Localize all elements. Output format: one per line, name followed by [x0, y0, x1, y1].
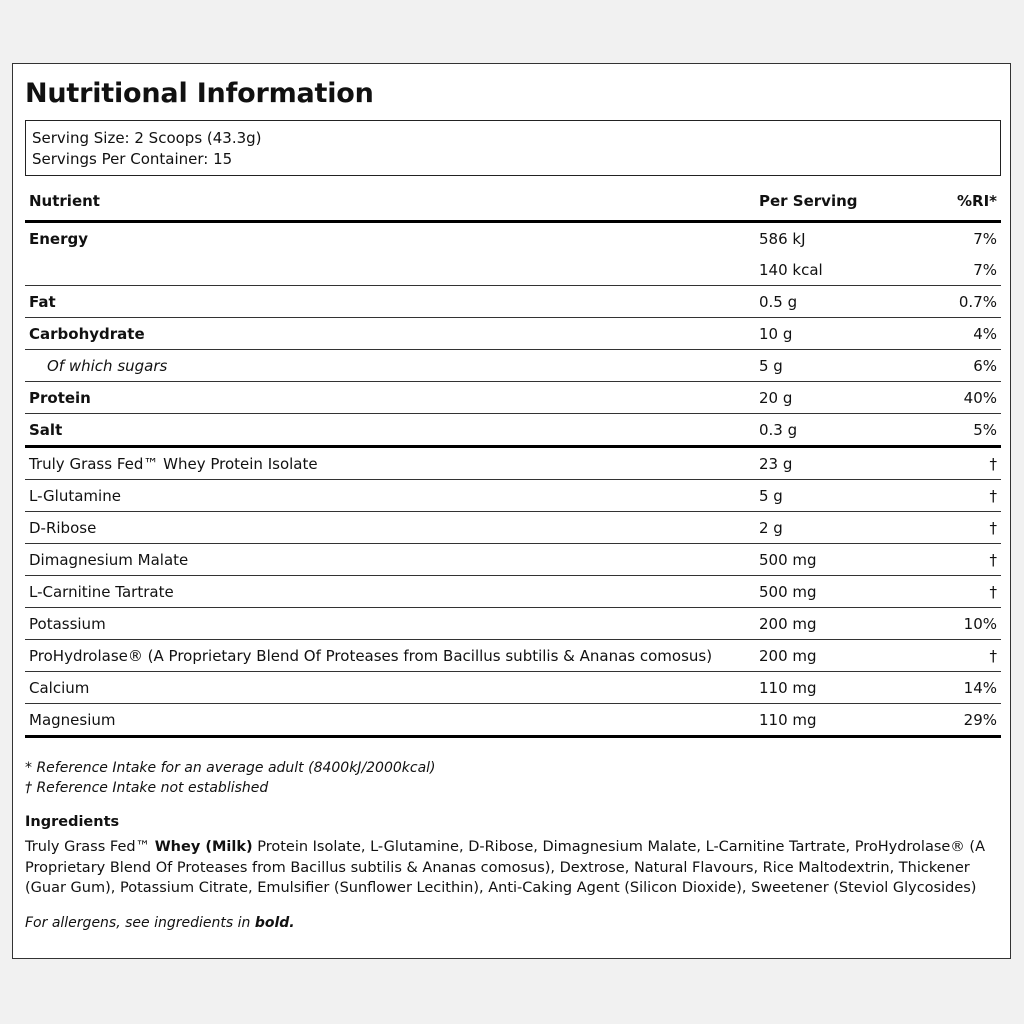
per-serving-value: 140 kcal — [759, 260, 823, 279]
allergen-note — [25, 915, 295, 931]
ingredients-allergen: Whey (Milk) — [154, 839, 253, 855]
ingredients-text — [25, 837, 1001, 899]
nutrient-name: Calcium — [29, 678, 90, 697]
nutrient-name: Of which sugars — [47, 356, 168, 375]
ingredients-heading: Ingredients — [25, 814, 120, 830]
header-ri: %RI* — [956, 192, 997, 210]
table-row — [25, 447, 1001, 480]
servings-per-container: Servings Per Container: 15 — [32, 150, 233, 168]
nutrient-name: Energy — [29, 229, 89, 248]
nutrition-table — [25, 182, 1001, 738]
table-row — [25, 672, 1001, 704]
nutrient-name: Magnesium — [29, 710, 116, 729]
per-serving-value: 0.5 g — [759, 292, 798, 311]
serving-size: Serving Size: 2 Scoops (43.3g) — [32, 129, 262, 147]
ri-value: † — [989, 486, 997, 505]
ri-value: 0.7% — [958, 292, 997, 311]
table-row — [25, 640, 1001, 672]
per-serving-value: 200 mg — [759, 646, 817, 665]
table-header-row — [25, 182, 1001, 222]
header-per-serving: Per Serving — [759, 192, 858, 210]
per-serving-value: 5 g — [759, 486, 783, 505]
nutrient-name: ProHydrolase® (A Proprietary Blend Of Proteases from Bacillus subtilis & Ananas comosus) — [29, 646, 713, 665]
ri-value: 10% — [963, 614, 997, 633]
per-serving-value: 500 mg — [759, 582, 817, 601]
ri-value: 5% — [973, 420, 997, 439]
table-row — [25, 576, 1001, 608]
table-row — [25, 414, 1001, 447]
ri-value: 4% — [973, 324, 997, 343]
ri-value: 7% — [973, 260, 997, 279]
per-serving-value: 110 mg — [759, 678, 817, 697]
ri-value: 40% — [963, 388, 997, 407]
nutrition-panel — [12, 63, 1011, 959]
table-row — [25, 254, 1001, 286]
header-nutrient: Nutrient — [29, 192, 100, 210]
ri-value: 7% — [973, 229, 997, 248]
per-serving-value: 586 kJ — [759, 229, 806, 248]
table-row — [25, 480, 1001, 512]
ri-footnote: * Reference Intake for an average adult (8400kJ/2000kcal) — [25, 760, 436, 776]
nutrient-name: Salt — [29, 420, 63, 439]
nutrient-name: L-Carnitine Tartrate — [29, 582, 174, 601]
per-serving-value: 10 g — [759, 324, 793, 343]
nutrient-name: Fat — [29, 292, 56, 311]
page-title: Nutritional Information — [25, 78, 374, 109]
per-serving-value: 500 mg — [759, 550, 817, 569]
nutrient-name: Carbohydrate — [29, 324, 145, 343]
ri-value: 6% — [973, 356, 997, 375]
ri-value: † — [989, 518, 997, 537]
serving-info-box — [25, 120, 1001, 176]
nutrient-name: Truly Grass Fed™ Whey Protein Isolate — [29, 454, 318, 473]
per-serving-value: 23 g — [759, 454, 793, 473]
per-serving-value: 20 g — [759, 388, 793, 407]
ri-value: † — [989, 582, 997, 601]
table-row — [25, 382, 1001, 414]
ri-not-established-footnote: † Reference Intake not established — [25, 780, 269, 796]
table-row — [25, 704, 1001, 737]
table-row — [25, 544, 1001, 576]
table-row — [25, 608, 1001, 640]
table-row — [25, 350, 1001, 382]
ri-value: 29% — [963, 710, 997, 729]
allergen-note-text: For allergens, see ingredients in — [25, 915, 255, 931]
ri-value: † — [989, 454, 997, 473]
ri-value: † — [989, 646, 997, 665]
ingredients-rest: Protein Isolate, L-Glutamine, D-Ribose, Dimagnesium Malate, L-Carnitine Tartrate, ProHydrolase® (A Proprietary Blend Of Proteases from Bacillus subtilis & Ananas comosus), Dextrose, Natural Flavours, Rice Maltodextrin, Thickener (Guar Gum), Potassium Citrate, Emulsifier (Sunflower Lecithin), Anti-Caking Agent (Silicon Dioxide), Sweetener (Steviol Glycosides) — [25, 839, 985, 896]
nutrient-name: L-Glutamine — [29, 486, 121, 505]
ri-value: † — [989, 550, 997, 569]
allergen-note-bold: bold. — [254, 915, 295, 931]
ri-value: 14% — [963, 678, 997, 697]
nutrient-name: Potassium — [29, 614, 106, 633]
per-serving-value: 2 g — [759, 518, 783, 537]
ingredients-prefix: Truly Grass Fed™ — [25, 839, 155, 855]
nutrient-name — [25, 254, 755, 286]
per-serving-value: 5 g — [759, 356, 783, 375]
table-row — [25, 512, 1001, 544]
nutrient-name: Dimagnesium Malate — [29, 550, 189, 569]
nutrient-name: Protein — [29, 388, 91, 407]
per-serving-value: 0.3 g — [759, 420, 798, 439]
table-row — [25, 222, 1001, 255]
footnotes — [25, 758, 436, 798]
table-row — [25, 286, 1001, 318]
per-serving-value: 200 mg — [759, 614, 817, 633]
per-serving-value: 110 mg — [759, 710, 817, 729]
table-row — [25, 318, 1001, 350]
nutrient-name: D-Ribose — [29, 518, 97, 537]
